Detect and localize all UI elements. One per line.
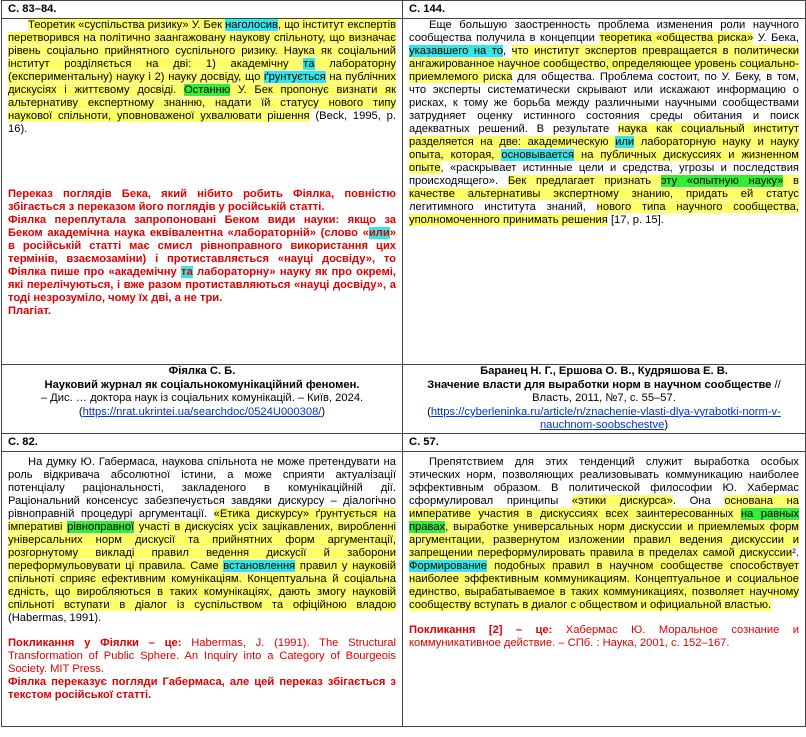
right-page-ref: С. 144. xyxy=(403,1,806,19)
right-source: Баранец Н. Г., Ершова О. В., Кудряшова Е. В. Значение власти для выработки норм в научном сообществе // Власть, 2011, №7, с. 55–57. (https://cyberleninka.ru/article/n/znachenie-vlasti-dlya-vyrabotki-norm-v-nauchnom-soobschestve) xyxy=(403,365,806,434)
ukrainian-excerpt: Теоретик «суспільства ризику» У. Бек наголосив, що інститут експертів перетворився на політично заангажовану наукову спільноту, що визначає рівень соціально прийнятного суспільного ризику. Наука як соціальний інститут розділяється на дві: 1) академічну та лабораторну (експериментальну) науку і 2) науку досвіду, що ґрунтується на публічних дискусіях і життєвому досвіді. Останню У. Бек пропонує визнати як альтернативу експертному знанню, надати їй статусу нового типу наукової спільноти, уповноваженої ухвалювати рішення (Beck, 1995, p. 16). xyxy=(8,19,397,135)
russian-excerpt: Препятствием для этих тенденций служит выработка особых этических норм, позволяющих реализовывать коммуникацию наиболее эффективным образом. В политической философии Ю. Хабермас сформулировал принципы «этики дискурса». Она основана на императиве участия в дискуссиях всех заинтересованных на равных правах, выработке универсальных норм дискуссии и приемлемых форм аргументации, развернутом изложении правил ведения дискуссии и запрещении переформулировать правила в пределах самой дискуссии². Формирование подобных правил в научном сообществе способствует наиболее эффективным коммуникациям. Концептуальное и социальное единство, вырабатываемое в таких коммуникациях, позволяет научному сообществу вступать в диалог с обществом и официальной властью. xyxy=(409,455,799,611)
note-retelling: Фіялка переказує погляди Габермаса, але цей переказ збігається з текстом російської статті. xyxy=(8,675,396,701)
table-row xyxy=(2,433,806,451)
right-source-title: Значение власти для выработки норм в научном сообществе xyxy=(427,378,772,391)
right-text-cell xyxy=(403,19,806,365)
table-row xyxy=(2,19,806,365)
left-source-title: Науковий журнал як соціальнокомунікаційний феномен. xyxy=(44,378,360,391)
left-page-ref: С. 83–84. xyxy=(2,1,403,19)
left-text-cell xyxy=(2,451,403,726)
left-source-details: – Дис. … доктора наук із соціальних комунікацій. – Київ, 2024. xyxy=(40,392,364,404)
russian-excerpt: Еще большую заостренность проблема изменения роли научного сообщества получила в концепции теоретика «общества риска» У. Бека, указавшего на то, что институт экспертов превращается в политически ангажированное научное сообщество, определяющее уровень социально-приемлемого риска для общества. Проблема состоит, по У. Беку, в том, что эксперты систематически скрывают или искажают информацию о рисках, к тому же борьба между различными научными сообществами затрудняет оценку истинного состояния среды обитания и поиск адекватных решений. В результате наука как социальный институт разделяется на две: академическую или лабораторную науку и науку опыта, которая, основывается на публичных дискуссиях и жизненном опыте, «раскрывает истинные цели и средства, угрозы и последствия происходящего». Бек предлагает признать эту «опытную науку» в качестве альтернативы экспертному знанию, придать ей статус легитимного института знаний, нового типа научного сообщества, уполномоченного принимать решения [17, p. 15]. xyxy=(409,19,800,226)
right-text-cell xyxy=(403,451,806,726)
note-citation: Покликання у Фіялки – це: Habermas, J. (1991). The Structural Transformation of Public Sphere. An Inquiry into a Category of Bourgeois Society. MIT Press. xyxy=(8,636,396,675)
note-retelling: Переказ поглядів Бека, який нібито робить Фіялка, повністю збігається з переказом його поглядів у російській статті. xyxy=(8,188,396,213)
right-source-authors: Баранец Н. Г., Ершова О. В., Кудряшова Е. В. xyxy=(480,365,728,377)
note-confusion: Фіялка переплутала запропоновані Беком види науки: якщо за Беком академічна наука еквівалентна «лабораторній» (слово «или» в російській статті має смисл рівноправного використання цих термінів, взаємозаміни) і протиставляється «науці досвіду», то Фіялка пише про «академічну та лабораторну» науку як про окремі, які перелічуються, і вже разом протиставляються «науці досвіду», а тоді незрозуміло, чому їх дві, а не три. xyxy=(8,214,397,304)
note-citation: Покликання [2] – це: Хабермас Ю. Моральное сознание и коммуникативное действие. – СПб. : Наука, 2001, с. 152–167. xyxy=(409,623,799,649)
left-source: Фіялка С. Б. Науковий журнал як соціальнокомунікаційний феномен. – Дис. … доктора наук із соціальних комунікацій. – Київ, 2024. (https://nrat.ukrintei.ua/searchdoc/0524U000308/) xyxy=(2,365,403,434)
left-text-cell xyxy=(2,19,403,365)
ukrainian-excerpt: На думку Ю. Габермаса, наукова спільнота не може претендувати на роль відкривача абсолютної істини, а може сприяти актуалізації потенціалу раціональності, закладеного в комунікаційній дії. Раціональний консенсус забезпечується завдяки дискурсу – діалогічно рівноправній процедурі аргументації. «Етика дискурсу» ґрунтується на імперативі рівноправної участі в дискусіях усіх зацікавлених, виробленні універсальних норм дискусії та прийнятних форм аргументації, розгорнутому викладі правил ведення дискусії й заборони переформульовувати ці правила. Саме встановлення правил у науковій спільноті сприяє ефективним комунікаціям. Концептуальна й соціальна єдність, що виробляються в таких комунікаціях, дають змогу науковій спільноті вступати в діалог із суспільством та офіційною владою (Habermas, 1991). xyxy=(8,455,396,624)
left-source-author: Фіялка С. Б. xyxy=(168,365,236,377)
right-source-link[interactable]: https://cyberleninka.ru/article/n/znachenie-vlasti-dlya-vyrabotki-norm-v-nauchnom-soobschestve xyxy=(430,405,781,431)
right-source-details: Власть, 2011, №7, с. 55–57. xyxy=(532,392,676,404)
table-row xyxy=(2,365,806,434)
right-page-ref: С. 57. xyxy=(403,433,806,451)
table-row xyxy=(2,451,806,726)
note-plagiarism: Плагіат. xyxy=(8,305,51,317)
table-row xyxy=(2,1,806,19)
left-page-ref: С. 82. xyxy=(2,433,403,451)
comparison-table xyxy=(1,0,806,727)
left-source-link[interactable]: https://nrat.ukrintei.ua/searchdoc/0524U000308/ xyxy=(82,405,322,418)
